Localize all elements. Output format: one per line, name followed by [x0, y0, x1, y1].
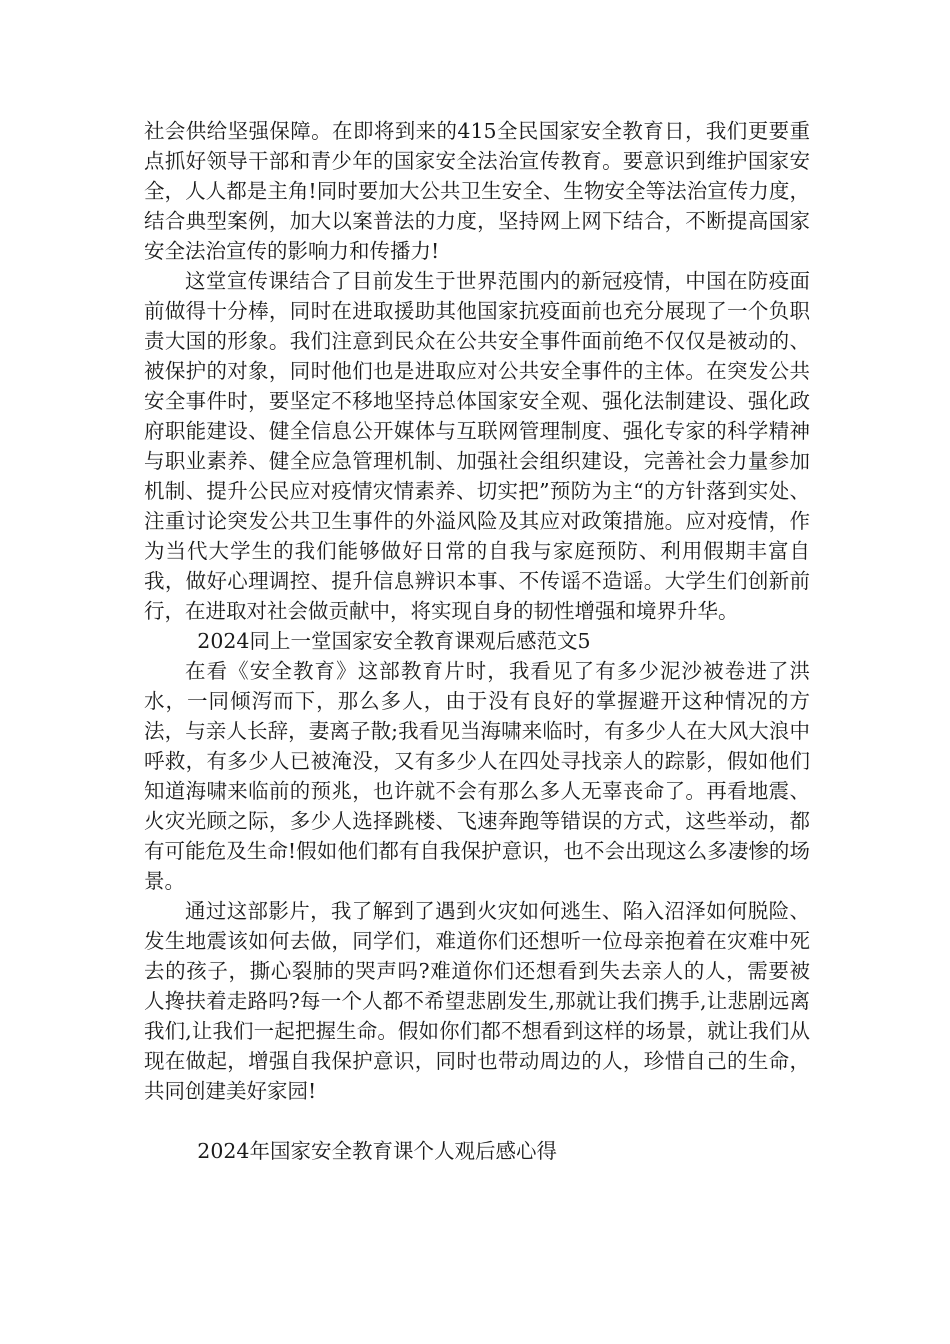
section-heading-essay-5: 2024同上一堂国家安全教育课观后感范文5 [197, 629, 591, 653]
section-heading-personal-reflection: 2024年国家安全教育课个人观后感心得 [197, 1139, 557, 1163]
document-body [144, 116, 810, 1166]
paragraph-epidemic-lesson: 这堂宣传课结合了目前发生于世界范围内的新冠疫情，中国在防疫面前做得十分棒，同时在进取援助其他国家抗疫面前也充分展现了一个负职责大国的形象。我们注意到民众在公共安全事件面前绝不仅仅是被动的、被保护的对象，同时他们也是进取应对公共安全事件的主体。在突发公共安全事件时，要坚定不移地坚持总体国家安全观、强化法制建设、强化政府职能建设、健全信息公开媒体与互联网管理制度、强化专家的科学精神与职业素养、健全应急管理机制、加强社会组织建设，完善社会力量参加机制、提升公民应对疫情灾情素养、切实把”预防为主“的方针落到实处、注重讨论突发公共卫生事件的外溢风险及其应对政策措施。应对疫情，作为当代大学生的我们能够做好日常的自我与家庭预防、利用假期丰富自我，做好心理调控、提升信息辨识本事、不传谣不造谣。大学生们创新前行，在进取对社会做贡献中，将实现自身的韧性增强和境界升华。 [144, 269, 810, 623]
paragraph-safety-film: 在看《安全教育》这部教育片时，我看见了有多少泥沙被卷进了洪水，一同倾泻而下，那么多人，由于没有良好的掌握避开这种情况的方法，与亲人长辞，妻离子散;我看见当海啸来临时，有多少人在大风大浪中呼救，有多少人已被淹没，又有多少人在四处寻找亲人的踪影，假如他们知道海啸来临前的预兆，也许就不会有那么多人无辜丧命了。再看地震、火灾光顾之际，多少人选择跳楼、飞速奔跑等错误的方式，这些举动，都有可能危及生命!假如他们都有自我保护意识，也不会出现这么多凄惨的场景。 [144, 659, 810, 893]
paragraph-intro: 社会供给坚强保障。在即将到来的415全民国家安全教育日，我们更要重点抓好领导干部和青少年的国家安全法治宣传教育。要意识到维护国家安全，人人都是主角!同时要加大公共卫生安全、生物安全等法治宣传力度，结合典型案例，加大以案普法的力度，坚持网上网下结合，不断提高国家安全法治宣传的影响力和传播力! [144, 119, 810, 263]
paragraph-lessons-learned: 通过这部影片，我了解到了遇到火灾如何逃生、陷入沼泽如何脱险、发生地震该如何去做，同学们，难道你们还想听一位母亲抱着在灾难中死去的孩子，撕心裂肺的哭声吗?难道你们还想看到失去亲人的人，需要被人搀扶着走路吗?每一个人都不希望悲剧发生,那就让我们携手,让悲剧远离我们,让我们一起把握生命。假如你们都不想看到这样的场景，就让我们从现在做起，增强自我保护意识，同时也带动周边的人，珍惜自己的生命，共同创建美好家园! [144, 899, 810, 1103]
